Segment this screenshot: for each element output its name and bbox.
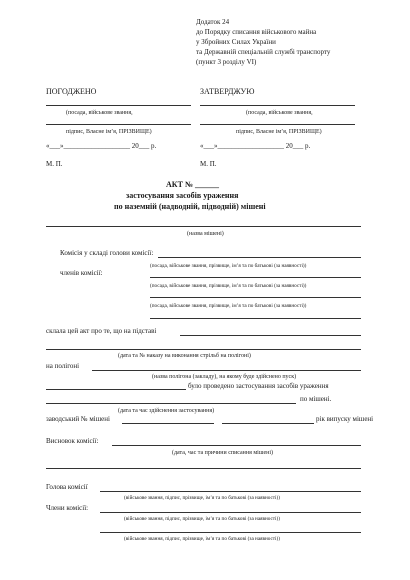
target-name-caption: (назва мішені) <box>187 231 224 237</box>
act-number: АКТ № ______ <box>166 180 219 189</box>
appendix-line: (пункт 3 розділу VI) <box>196 58 257 66</box>
member-caption: (посада, військове звання, прізвище, ім’я та по батькові (за наявності)) <box>150 303 307 309</box>
appendix-line: та Державній спеціальній службі транспорту <box>196 48 331 56</box>
release-year-line <box>222 423 314 424</box>
target-name-line <box>46 226 361 227</box>
head-signature-line <box>100 491 361 492</box>
position-caption: (посада, військове звання, <box>246 110 313 116</box>
signature-line <box>200 124 355 125</box>
act-subtitle: застосування засобів ураження <box>126 191 239 200</box>
release-year-label: рік випуску мішені <box>316 415 374 423</box>
act-subtitle-target: по наземній (надводній, підводній) мішені <box>114 202 266 211</box>
appendix-line: Додаток 24 <box>196 18 230 26</box>
appendix-line: у Збройних Силах України <box>196 38 276 46</box>
conclusion-line <box>112 445 361 446</box>
member-signature-line <box>100 512 361 513</box>
target-line <box>46 403 296 404</box>
appendix-line: до Порядку списання військового майна <box>196 28 317 36</box>
member-caption: (посада, військове звання, прізвище, ім’я та по батькові (за наявності)) <box>150 283 307 289</box>
polygon-caption: (назва полігона (закладу), на якому буде здійснено пуск) <box>152 374 297 380</box>
application-text: було проведено застосування засобів ураження <box>188 382 329 390</box>
order-basis-caption: (дата та № наказу на виконання стрільб на полігоні) <box>118 353 251 359</box>
member-short-caption: (військове звання, підпис, прізвище, ім’я та по батькові (за наявності)) <box>124 536 280 542</box>
date-line: «___»___________________ 20___ р. <box>200 142 311 150</box>
signature-caption: підпис, Власне ім’я, ПРІЗВИЩЕ) <box>236 129 322 135</box>
signature-line <box>200 105 355 106</box>
date-time-line <box>46 389 186 390</box>
date-time-caption: (дата та час здійснення застосування) <box>118 408 215 414</box>
members-sign-label: Члени комісії: <box>46 504 89 512</box>
approve-heading: ЗАТВЕРДЖУЮ <box>200 87 255 96</box>
agreed-heading: ПОГОДЖЕНО <box>46 87 97 96</box>
factory-number-label: заводський № мішені <box>46 415 110 423</box>
conclusion-caption: (дата, час та причини списання мішені) <box>172 450 273 456</box>
head-commission-label: Голова комісії <box>46 483 88 491</box>
chair-line <box>158 257 361 258</box>
member-caption: (посада, військове звання, прізвище, ім’я та по батькові (за наявності)) <box>150 263 307 269</box>
conclusion-label: Висновок комісії: <box>46 437 99 445</box>
signature-line <box>46 124 191 125</box>
basis-line <box>180 335 361 336</box>
signature-caption: підпис, Власне ім’я, ПРІЗВИЩЕ) <box>66 129 152 135</box>
stamp-mark: М. П. <box>200 160 217 168</box>
date-line: «___»___________________ 20___ р. <box>46 142 157 150</box>
factory-number-line <box>122 423 214 424</box>
conclusion-line-2 <box>46 468 361 469</box>
polygon-line <box>92 370 361 371</box>
member-line <box>150 297 361 298</box>
position-caption: (посада, військове звання, <box>66 110 133 116</box>
stamp-mark: М. П. <box>46 160 63 168</box>
member-signature-line <box>100 532 361 533</box>
member-line <box>150 277 361 278</box>
basis-line-2 <box>46 349 361 350</box>
signature-line <box>46 105 191 106</box>
commission-members-label: членів комісії: <box>60 269 103 277</box>
commission-chair-label: Комісія у складі голови комісії: <box>60 249 154 257</box>
on-target-text: по мішені. <box>300 395 332 403</box>
member-short-caption: (військове звання, підпис, прізвище, ім’я та по батькові (за наявності)) <box>124 516 280 522</box>
polygon-label: на полігоні <box>46 362 80 370</box>
act-basis-label: склала цей акт про те, що на підставі <box>46 327 157 335</box>
member-short-caption: (військове звання, підпис, прізвище, ім’я та по батькові (за наявності)) <box>124 495 280 501</box>
member-line <box>150 318 361 319</box>
